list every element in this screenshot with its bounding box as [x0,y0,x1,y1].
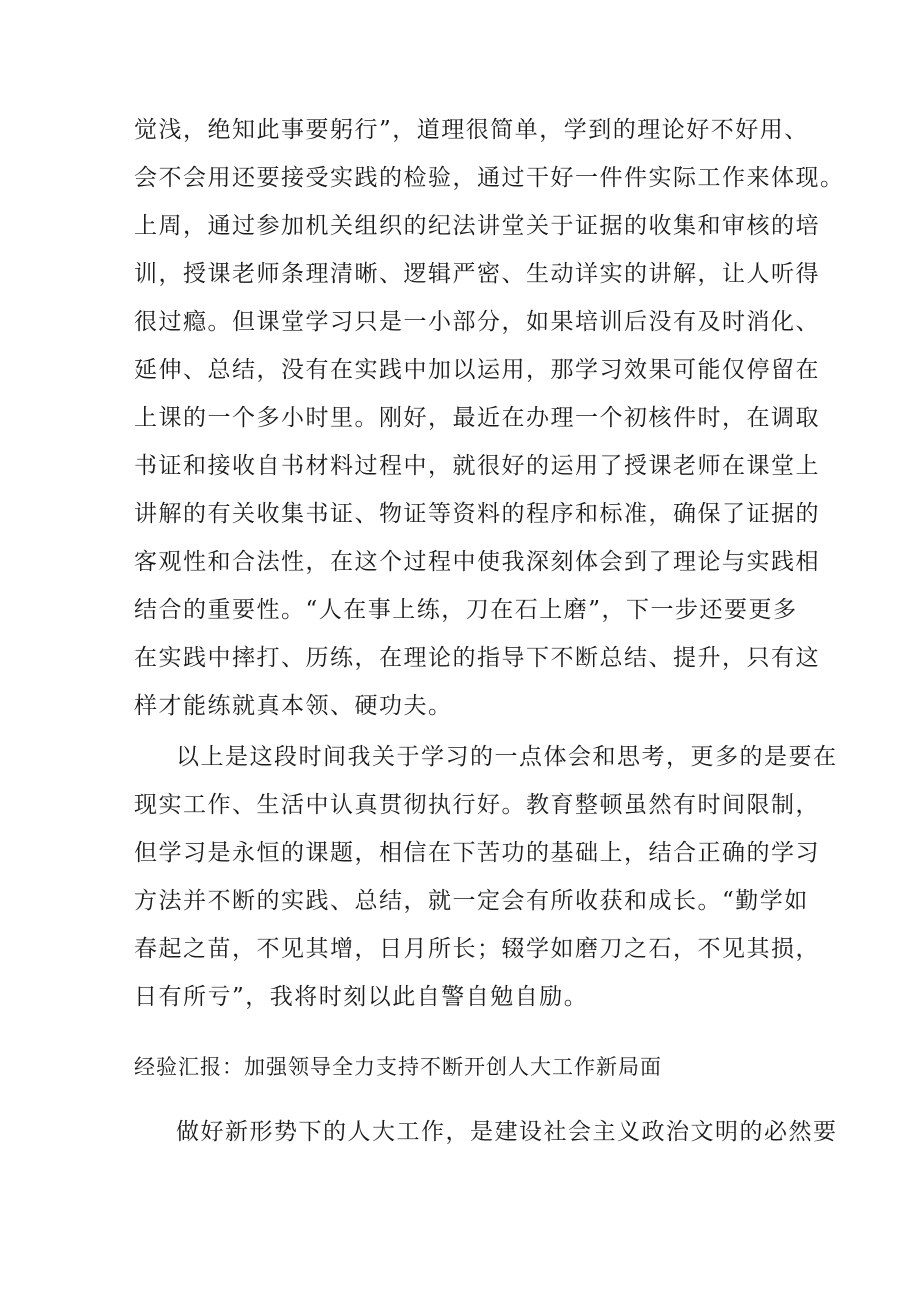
paragraph-line: 方法并不断的实践、总结，就一定会有所收获和成长。“勤学如 [134,888,809,914]
paragraph-line: 书证和接收自书材料过程中，就很好的运用了授课老师在课堂上 [134,453,820,479]
paragraph-line: 但学习是永恒的课题，相信在下苦功的基础上，结合正确的学习 [134,840,820,866]
paragraph-line: 上课的一个多小时里。刚好，最近在办理一个初核件时，在调取 [134,405,820,431]
paragraph-line: 以上是这段时间我关于学习的一点体会和思考，更多的是要在 [176,744,838,770]
paragraph-line: 做好新形势下的人大工作，是建设社会主义政治文明的必然要 [176,1119,838,1145]
paragraph-line: 觉浅，绝知此事要躬行”，道理很简单，学到的理论好不好用、 [134,117,809,143]
paragraph-line: 会不会用还要接受实践的检验，通过干好一件件实际工作来体现。 [134,165,845,191]
paragraph-line: 讲解的有关收集书证、物证等资料的程序和标准，确保了证据的 [134,501,820,527]
paragraph-line: 在实践中摔打、历练，在理论的指导下不断总结、提升，只有这 [134,645,820,671]
paragraph-line: 延伸、总结，没有在实践中加以运用，那学习效果可能仅停留在 [134,357,820,383]
paragraph-line: 训，授课老师条理清晰、逻辑严密、生动详实的讲解，让人听得 [134,261,820,287]
paragraph-line: 客观性和合法性，在这个过程中使我深刻体会到了理论与实践相 [134,549,820,575]
paragraph-line: 现实工作、生活中认真贯彻执行好。教育整顿虽然有时间限制， [134,792,820,818]
section-heading: 经验汇报：加强领导全力支持不断开创人大工作新局面 [134,1055,662,1079]
paragraph-line: 日有所亏”，我将时刻以此自警自勉自励。 [134,984,589,1010]
paragraph-line: 上周，通过参加机关组织的纪法讲堂关于证据的收集和审核的培 [134,213,820,239]
paragraph-line: 结合的重要性。“人在事上练，刀在石上磨”，下一步还要更多 [134,597,798,623]
paragraph-line: 很过瘾。但课堂学习只是一小部分，如果培训后没有及时消化、 [134,309,820,335]
paragraph-line: 春起之苗，不见其增，日月所长；辍学如磨刀之石，不见其损， [134,936,820,962]
paragraph-line: 样才能练就真本领、硬功夫。 [134,693,453,719]
